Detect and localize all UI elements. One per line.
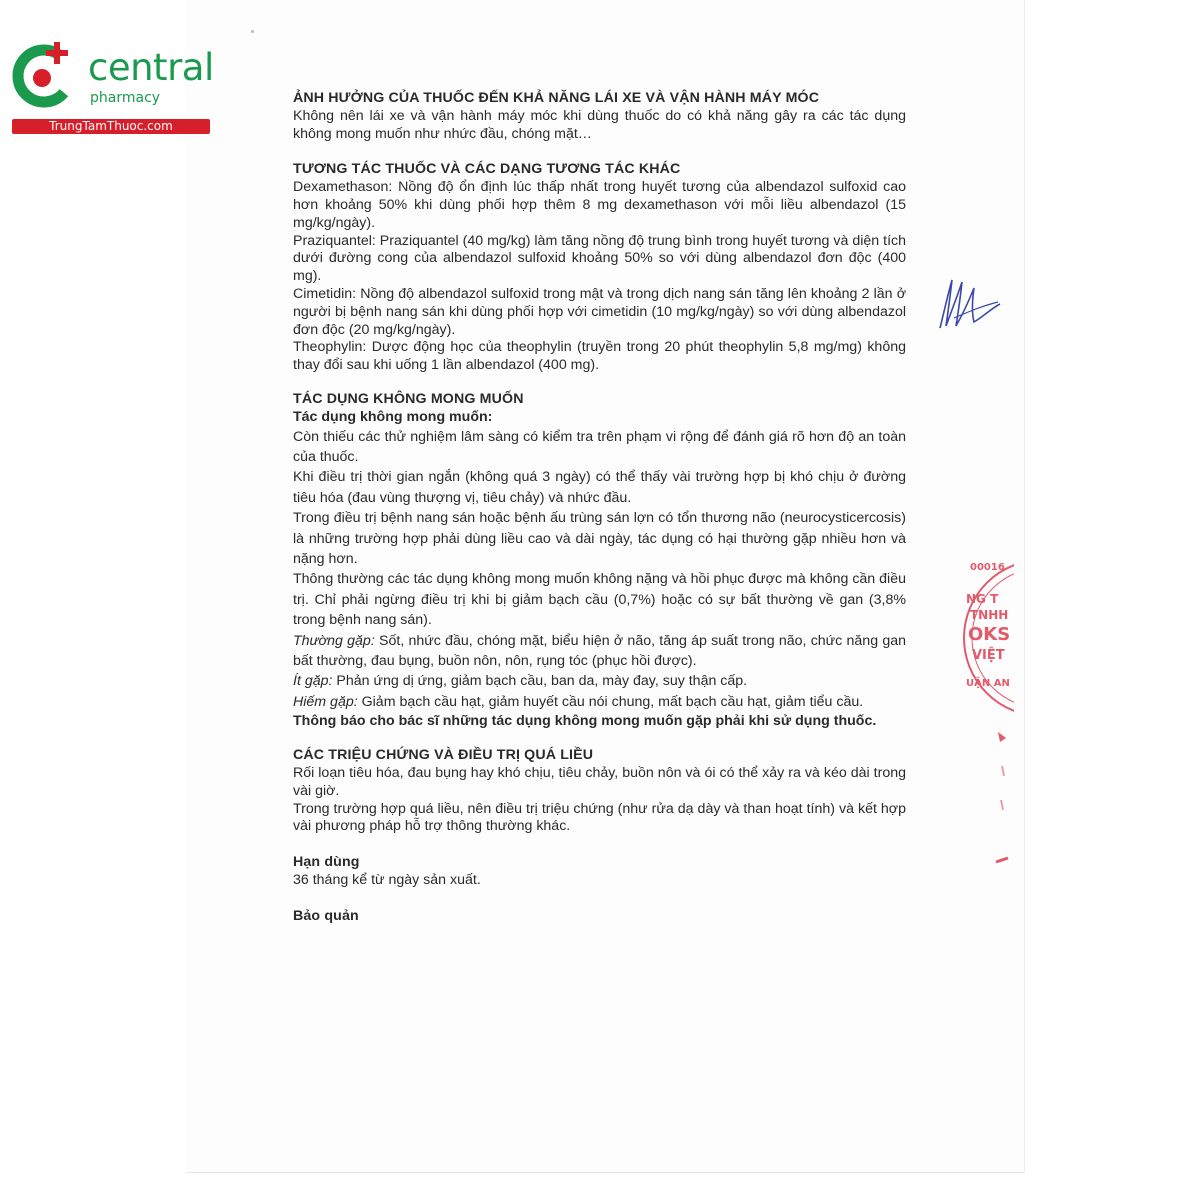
shelf-life-text: 36 tháng kể từ ngày sản xuất. [293, 872, 481, 889]
common-text: Sốt, nhức đầu, chóng mặt, biểu hiện ở não, tăng áp suất trong não, chức năng gan bất thường, đau bụng, buồn nôn, nôn, rụng tóc (phục hồi được). [293, 632, 907, 670]
stamp-text: 00016 [970, 562, 1005, 573]
adverse-section [293, 391, 906, 730]
adverse-notice: Thông báo cho bác sĩ những tác dụng không mong muốn gặp phải khi sử dụng thuốc. [293, 713, 877, 730]
interaction-theophylin: Theophylin: Dược động học của theophylin (truyền trong 20 phút theophylin 5,8 mg/mg) không thay đổi sau khi uống 1 lần albendazol (400 mg). [293, 339, 906, 374]
adverse-paragraph: Còn thiếu các thử nghiệm lâm sàng có kiểm tra trên phạm vi rộng để đánh giá rõ hơn độ an toàn của thuốc. [293, 428, 906, 465]
scan-speck [251, 30, 254, 33]
adverse-rare [293, 692, 906, 712]
adverse-heading: TÁC DỤNG KHÔNG MONG MUỐN [293, 390, 524, 407]
common-label: Thường gặp: [293, 632, 375, 649]
shelf-life-heading: Hạn dùng [293, 854, 360, 871]
stamp-text: VIỆT [972, 648, 1005, 663]
signature-mark [934, 272, 1004, 334]
brand-subtitle: pharmacy [90, 90, 161, 106]
adverse-common [293, 631, 906, 672]
stamp-text: OKS [968, 624, 1011, 645]
driving-section [293, 90, 906, 143]
interaction-praziquantel: Praziquantel: Praziquantel (40 mg/kg) làm tăng nồng độ trung bình trong huyết tương và diện tích dưới đường cong của albendazol sulfoxid khoảng 50% so với dùng albendazol đơn độc (400 mg). [293, 232, 906, 285]
stamp-text: NG T [966, 592, 999, 606]
storage-section [293, 908, 906, 926]
brand-url[interactable]: TrungTamThuoc.com [12, 119, 210, 134]
rare-label: Hiếm gặp: [293, 693, 358, 710]
leaflet-content [293, 90, 906, 926]
overdose-heading: CÁC TRIỆU CHỨNG VÀ ĐIỀU TRỊ QUÁ LIỀU [293, 747, 594, 764]
interactions-section [293, 161, 906, 375]
adverse-paragraph: Thông thường các tác dụng không mong muốn không nặng và hồi phục được mà không cần điều trị. Chỉ phải ngừng điều trị khi bị giảm bạch cầu (0,7%) hoặc có sự bất thường về gan (3,8% trong bệnh nang sán). [293, 571, 906, 629]
storage-heading: Bảo quản [293, 907, 359, 924]
rare-text: Giảm bạch cầu hạt, giảm huyết cầu nói chung, mất bạch cầu hạt, giảm tiểu cầu. [357, 693, 864, 710]
stamp-text: TNHH [970, 608, 1009, 622]
adverse-paragraph: Khi điều trị thời gian ngắn (không quá 3 ngày) có thể thấy vài trường hợp bị khó chịu ở đường tiêu hóa (đau vùng thượng vị, tiêu chảy) và nhức đầu. [293, 469, 906, 506]
interactions-heading: TƯƠNG TÁC THUỐC VÀ CÁC DẠNG TƯƠNG TÁC KHÁC [293, 161, 681, 178]
uncommon-label: Ít gặp: [293, 673, 333, 690]
adverse-paragraph: Trong điều trị bệnh nang sán hoặc bệnh ấu trùng sán lợn có tổn thương não (neurocysticercosis) là những trường hợp phải dùng liều cao và dài ngày, tác dụng có hại thường gặp nhiều hơn và nặng hơn. [293, 510, 906, 567]
shelf-life-section [293, 854, 906, 890]
overdose-section [293, 747, 906, 836]
company-stamp [962, 548, 1014, 728]
adverse-uncommon [293, 671, 906, 691]
stamp-text: UẬN AN [966, 678, 1010, 689]
brand-name: central [88, 46, 214, 89]
interaction-cimetidin: Cimetidin: Nồng độ albendazol sulfoxid trong mật và trong dịch nang sán tăng lên khoảng 2 lần ở người bị bệnh nang sán khi dùng phối hợp với cimetidin (10 mg/kg/ngày) so với dùng albendazol đơn độc (20 mg/kg/ngày). [293, 285, 906, 338]
driving-paragraph: Không nên lái xe và vận hành máy móc khi dùng thuốc do có khả năng gây ra các tác dụng không mong muốn như nhức đầu, chóng mặt… [293, 107, 906, 142]
adverse-subheading: Tác dụng không mong muốn: [293, 408, 493, 425]
overdose-paragraph: Trong trường hợp quá liều, nên điều trị triệu chứng (như rửa dạ dày và than hoạt tính) và kết hợp vài phương pháp hỗ trợ thông thường khác. [293, 800, 906, 835]
overdose-paragraph: Rối loạn tiêu hóa, đau bụng hay khó chịu, tiêu chảy, buồn nôn và ói có thể xảy ra và kéo dài trong vài giờ. [293, 765, 906, 799]
interaction-dexamethason: Dexamethason: Nồng độ ổn định lúc thấp nhất trong huyết tương của albendazol sulfoxid cao hơn khoảng 50% khi dùng phối hợp thêm 8 mg dexamethason với mỗi liều albendazol (15 mg/kg/ngày). [293, 179, 906, 231]
driving-heading: ẢNH HƯỞNG CỦA THUỐC ĐẾN KHẢ NĂNG LÁI XE VÀ VẬN HÀNH MÁY MÓC [293, 90, 820, 106]
uncommon-text: Phản ứng dị ứng, giảm bạch cầu, ban da, mày đay, suy thận cấp. [332, 673, 748, 690]
stamp-bleed-marks [990, 730, 1010, 870]
